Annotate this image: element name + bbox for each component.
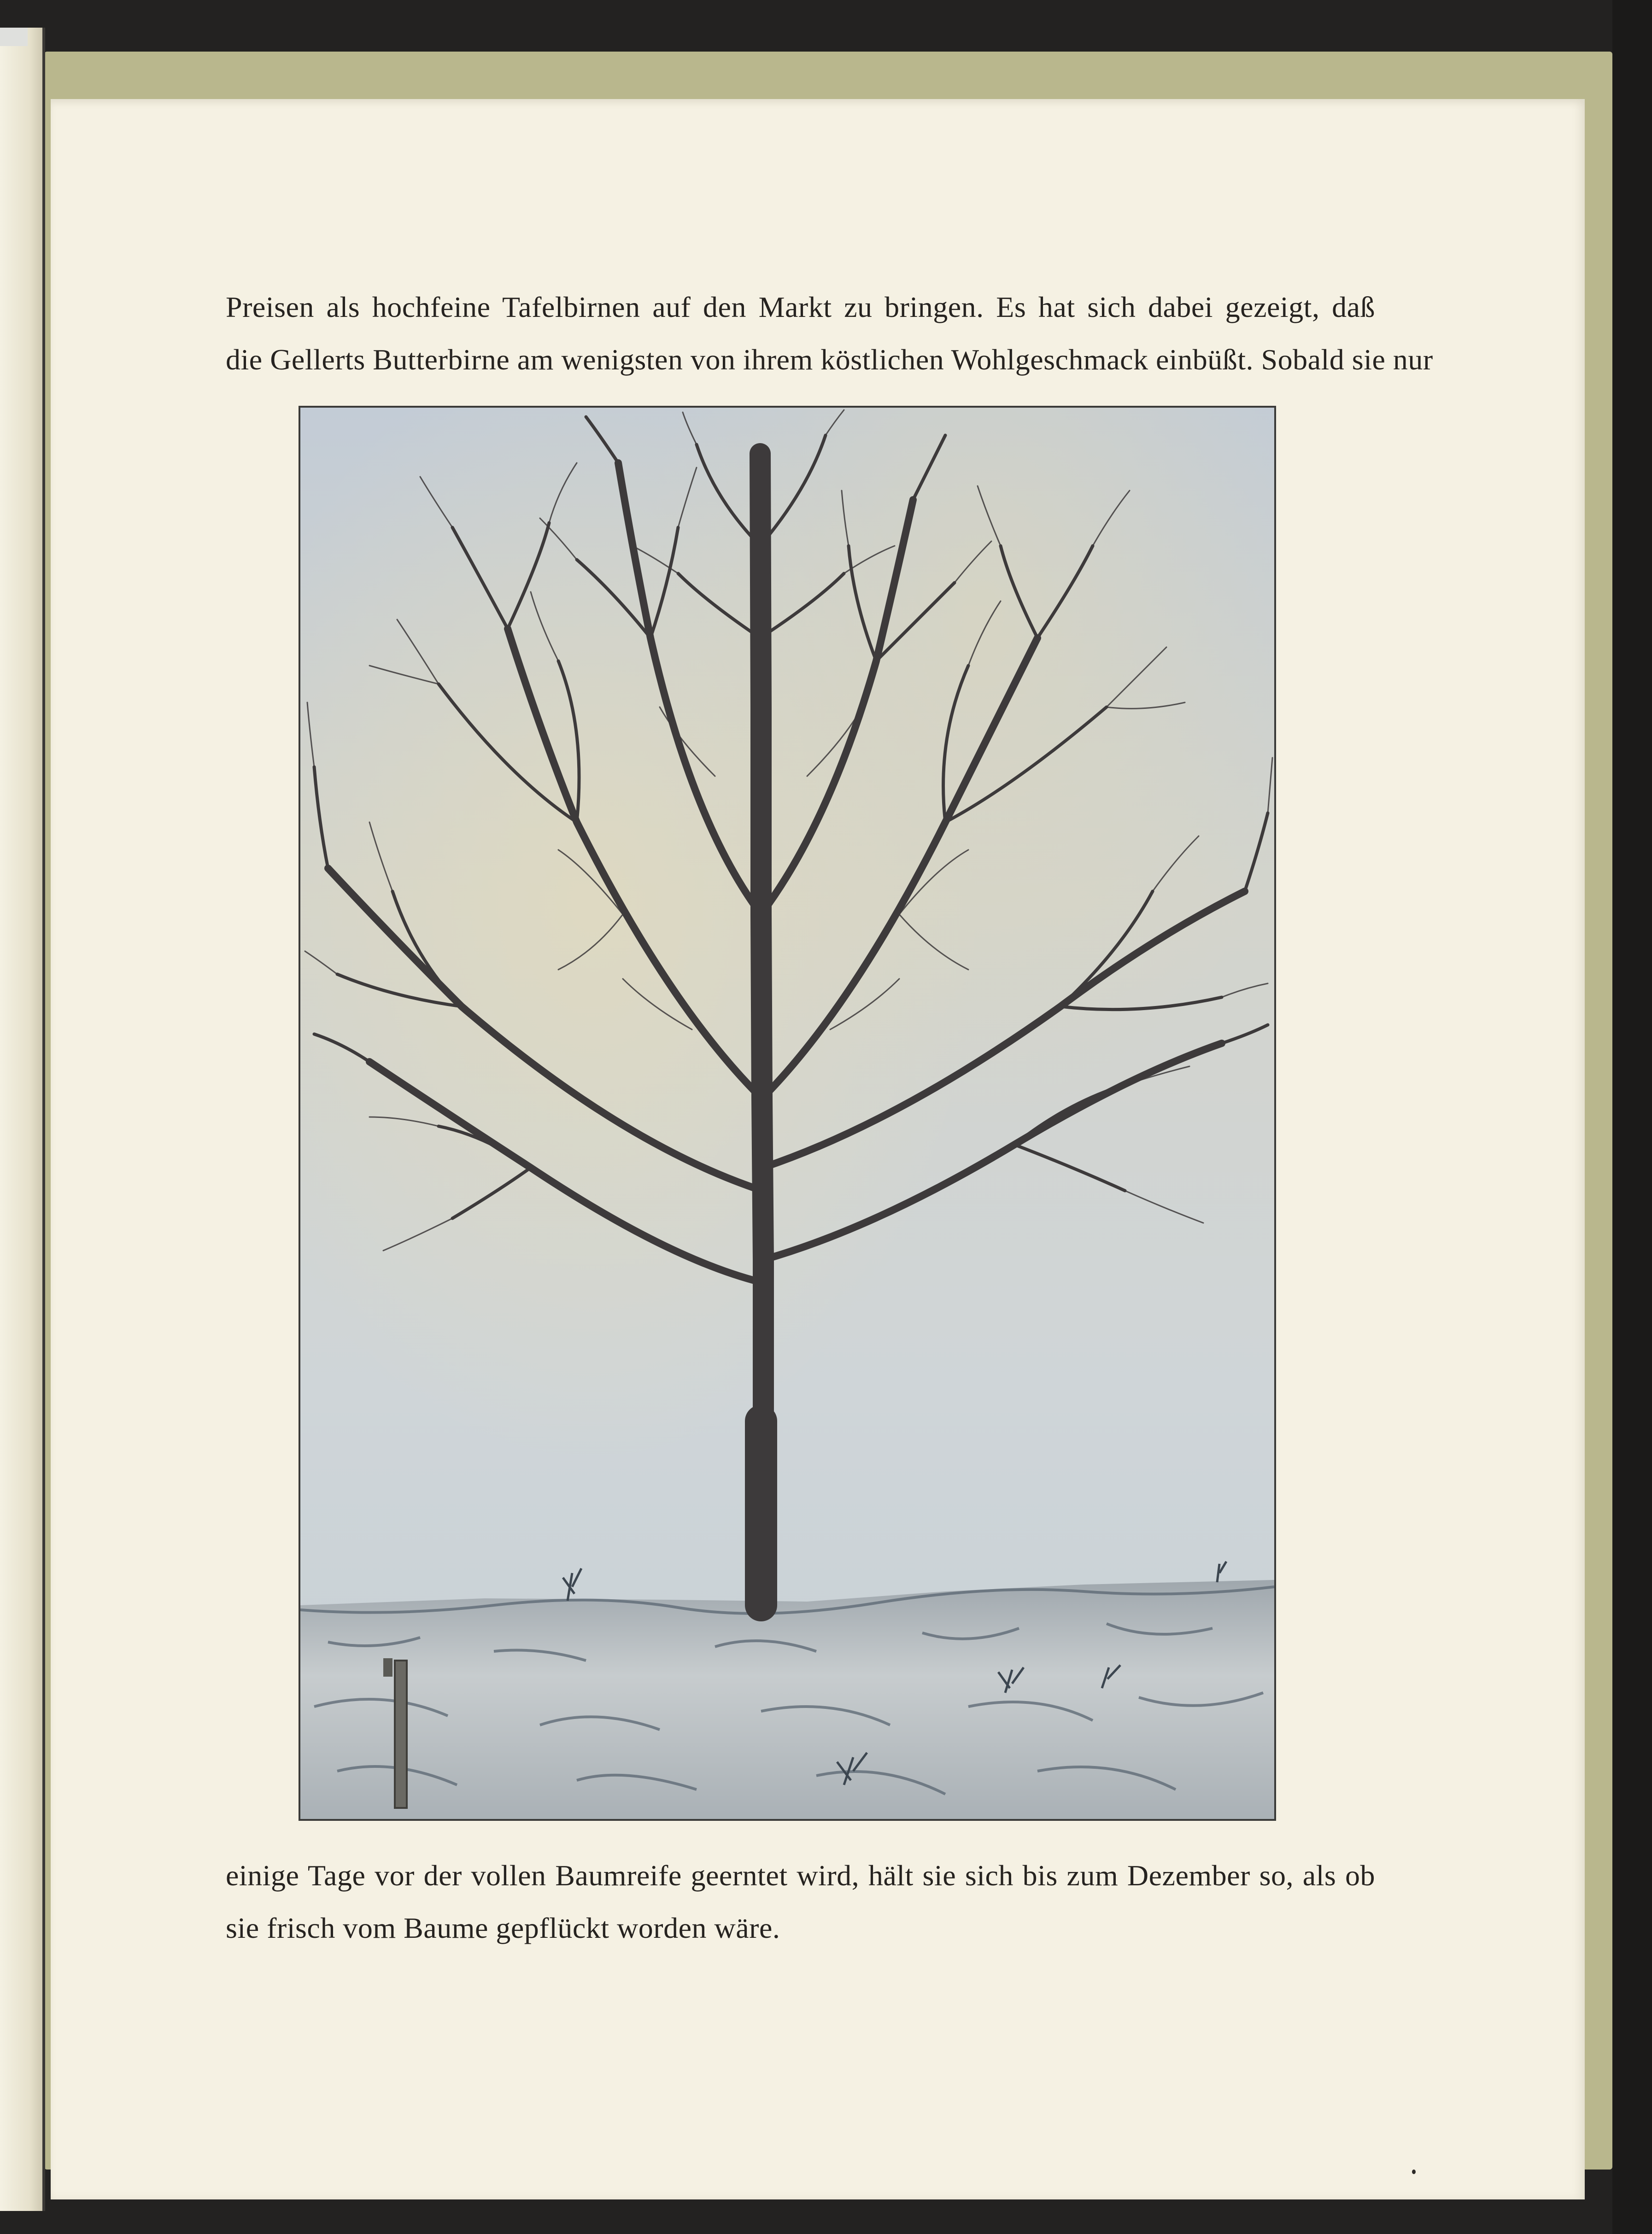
dark-background-right <box>1612 0 1652 2234</box>
paper-speck <box>1412 2170 1416 2174</box>
text-line: sie frisch vom Baume gepflückt worden wäre. <box>226 1912 780 1944</box>
text-line: Preisen als hochfeine Tafelbirnen auf den Markt zu bringen. Es hat sich dabei gezeigt, daß <box>226 291 1375 323</box>
facing-page-edge <box>0 28 45 2211</box>
fence-post <box>395 1661 407 1808</box>
book-page <box>51 99 1585 2199</box>
text-line: einige Tage vor der vollen Baumreife geerntet wird, hält sie sich bis zum Dezember so, als ob <box>226 1859 1375 1892</box>
text-line: die Gellerts Butterbirne am wenigsten von ihrem köstlichen Wohlgeschmack einbüßt. Sobald sie nur <box>226 343 1433 376</box>
tree-illustration <box>299 406 1276 1821</box>
paragraph-top <box>226 281 1433 386</box>
paragraph-bottom <box>226 1849 1375 1954</box>
ground <box>300 1580 1274 1819</box>
